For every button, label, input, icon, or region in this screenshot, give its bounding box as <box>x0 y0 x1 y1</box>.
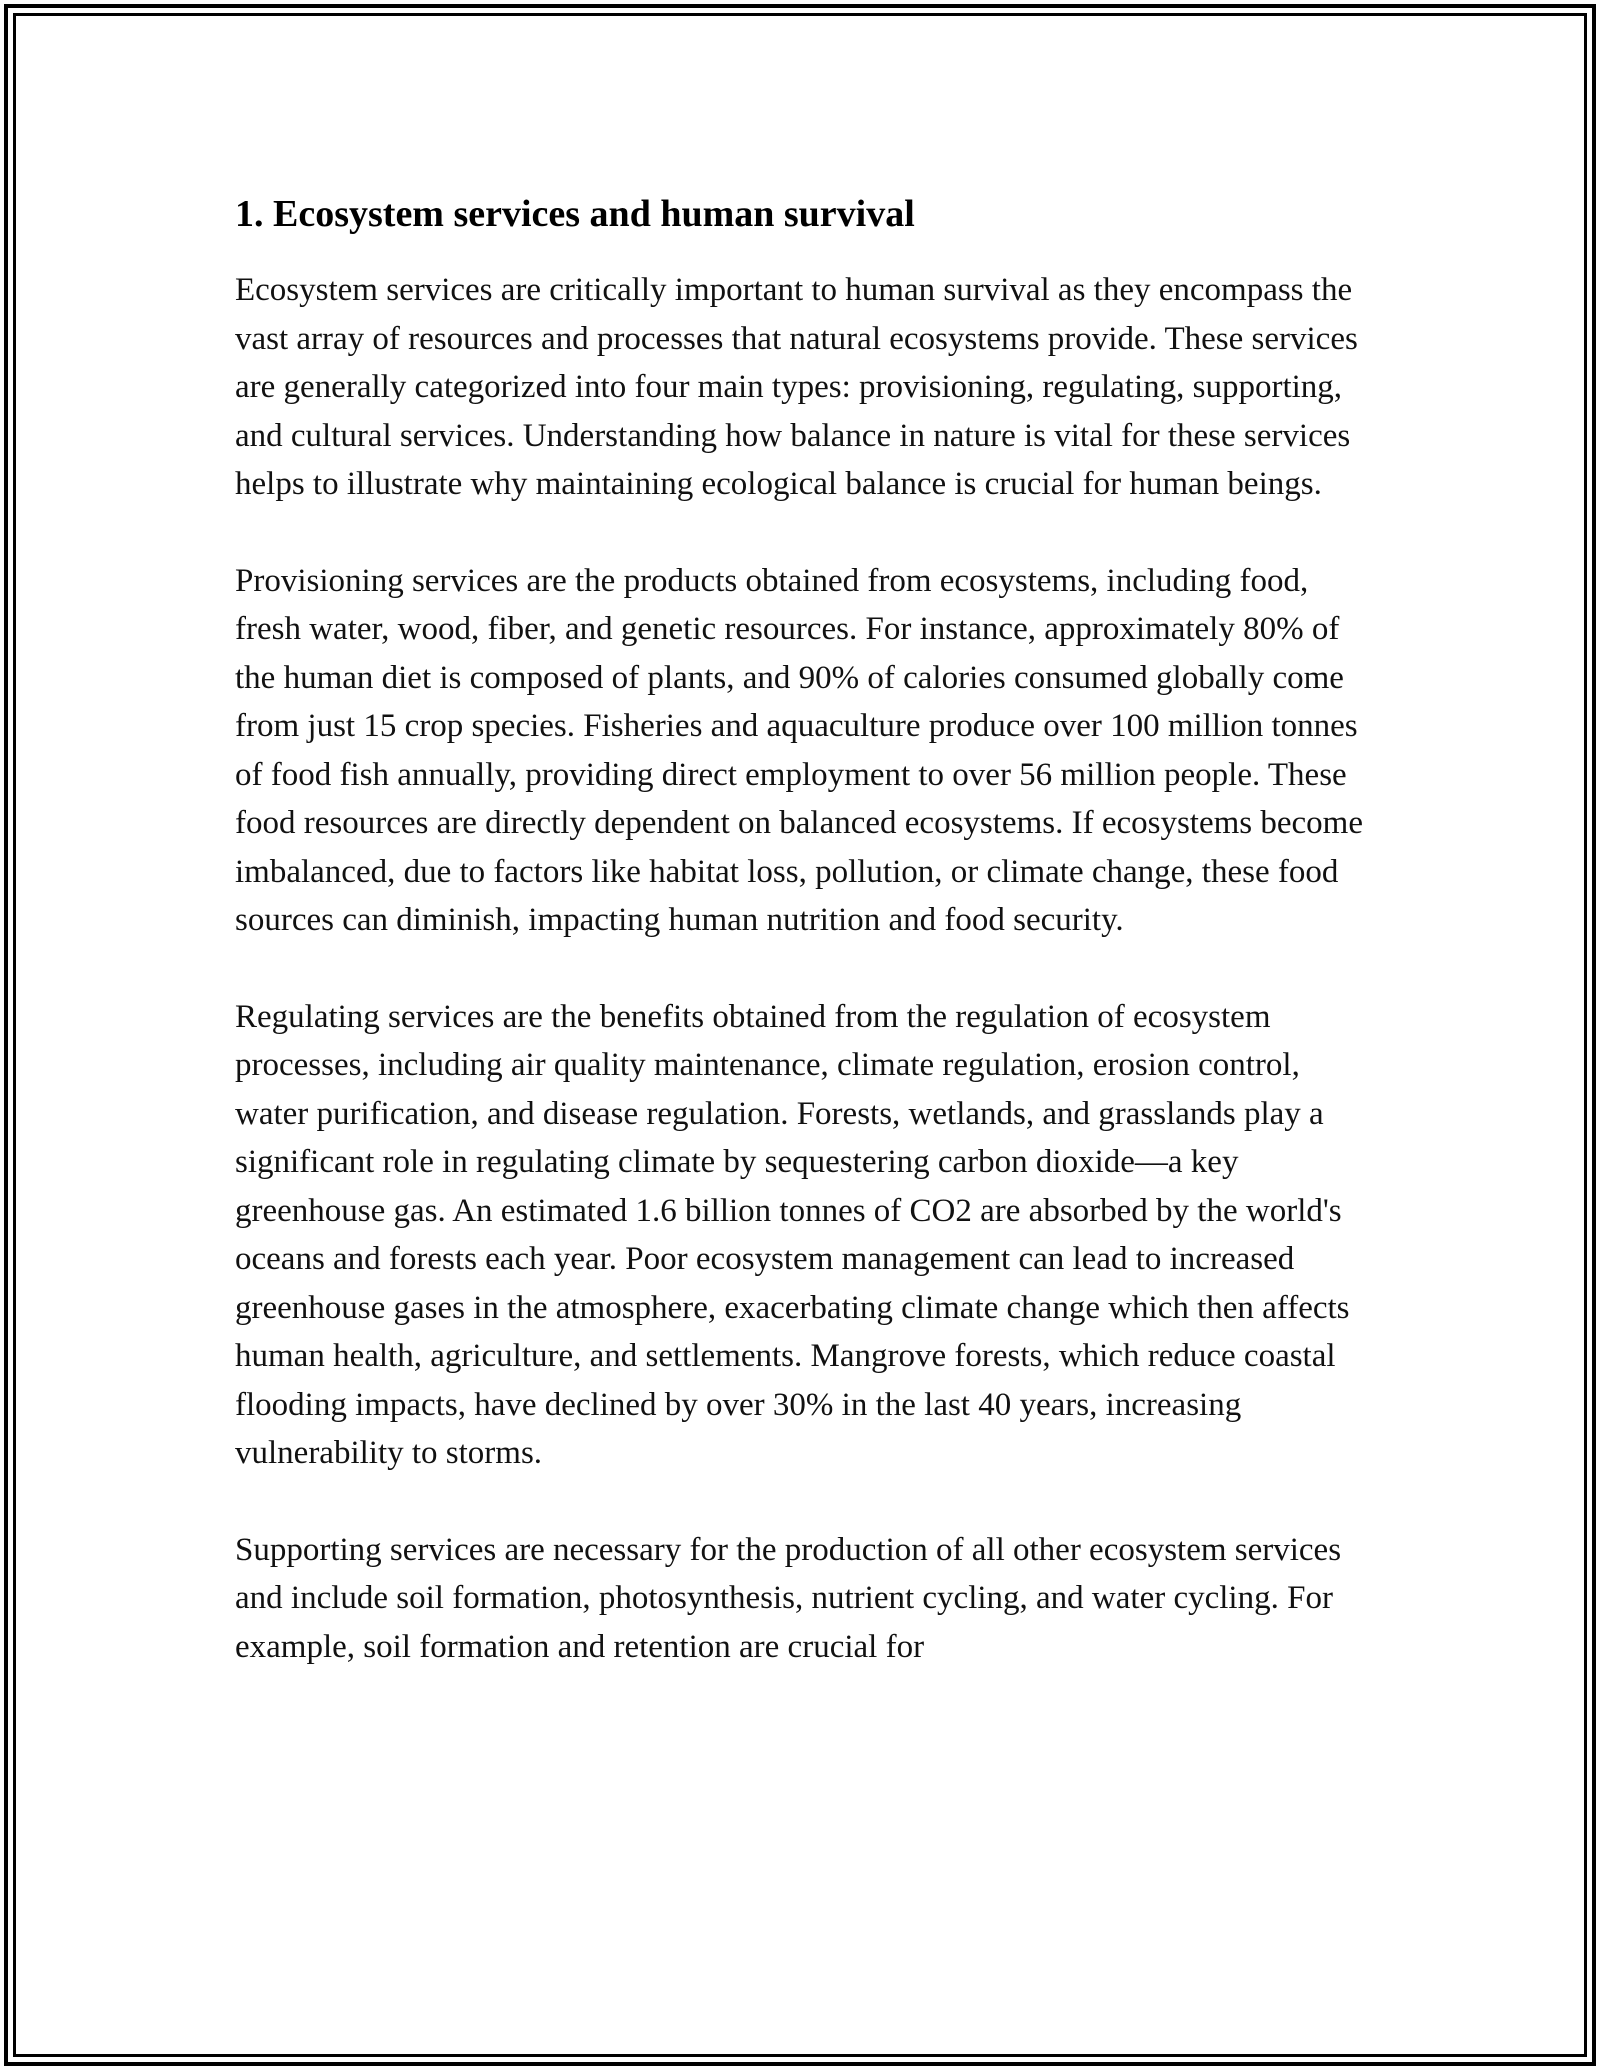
paragraph-provisioning: Provisioning services are the products obtained from ecosystems, including food, fresh water, wood, fiber, and genetic resources. For instance, approximately 80% of the human diet is composed of plants, and 90% of calories consumed globally come from just 15 crop species. Fisheries and aquaculture produce over 100 million tonnes of food fish annually, providing direct employment to over 56 million people. These food resources are directly dependent on balanced ecosystems. If ecosystems become imbalanced, due to factors like habitat loss, pollution, or climate change, these food sources can diminish, impacting human nutrition and food security. <box>235 562 1363 938</box>
paragraph-supporting: Supporting services are necessary for the production of all other ecosystem services and include soil formation, photosynthesis, nutrient cycling, and water cycling. For example, soil formation and retention are crucial for <box>235 1531 1342 1665</box>
paragraph-intro: Ecosystem services are critically important to human survival as they encompass the vast array of resources and processes that natural ecosystems provide. These services are generally categorized into four main types: provisioning, regulating, supporting, and cultural services. Understanding how balance in nature is vital for these services helps to illustrate why maintaining ecological balance is crucial for human beings. <box>235 272 1358 502</box>
document-body <box>235 190 1370 1719</box>
paragraph-regulating: Regulating services are the benefits obtained from the regulation of ecosystem processes, including air quality maintenance, climate regulation, erosion control, water purification, and disease regulation. Forests, wetlands, and grasslands play a significant role in regulating climate by sequestering carbon dioxide—a key greenhouse gas. An estimated 1.6 billion tonnes of CO2 are absorbed by the world's oceans and forests each year. Poor ecosystem management can lead to increased greenhouse gases in the atmosphere, exacerbating climate change which then affects human health, agriculture, and settlements. Mangrove forests, which reduce coastal flooding impacts, have declined by over 30% in the last 40 years, increasing vulnerability to storms. <box>235 998 1350 1471</box>
section-heading: 1. Ecosystem services and human survival <box>235 193 915 235</box>
